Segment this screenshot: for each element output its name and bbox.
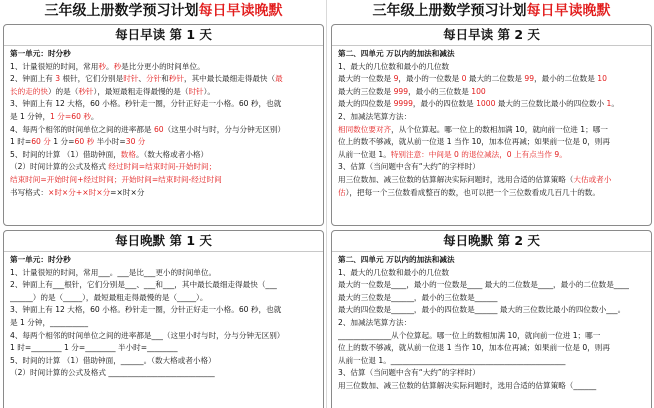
line-text: 从前一位退 1。 [338,149,391,159]
line-text: 4、每两个相邻的时间单位之间的进率都是 [10,124,154,134]
line-text: ，最小的三位数是 [408,86,472,96]
line-text: 1、计量很短的时间，常用 [10,61,99,71]
answer-text: 1000 [476,99,496,109]
answer-text: 长的走的快 [10,86,48,96]
line-text: 最大的三位数比最小的四位数小 [495,99,607,109]
morning-reading-box-day-1 [3,24,324,226]
evening-content [332,252,651,393]
text-line [10,367,317,380]
line-text: ）的是（ [47,86,79,96]
line-text: 1、最大的几位数和最小的几位数 [338,61,450,71]
line-text: =×时×分 [110,187,145,197]
text-line [338,136,645,149]
text-line [338,61,645,74]
page-1 [3,0,324,408]
line-text: ）。 [203,86,216,96]
line-text: 用三位数加、减三位数的估算解决实际问题时，选用合适的估算策略（ [338,174,574,184]
evening-title: 每日晚默 第 1 天 [4,231,323,252]
line-text: 1、最大的几位数和最小的几位数 [338,267,450,277]
answer-text: 60 分 [31,137,51,147]
line-text: 最大的四位数是______，最小的四位数是______ 最大的三位数比最小的四位数小___。 [338,305,626,315]
line-text: ），最短最粗走得最慢的是（ [93,86,189,96]
line-text: 2、钟面上有___根针，它们分别是___、___和___，其中最长最细走得最快（___ [10,280,277,290]
text-line [338,73,645,86]
line-text: 、 [138,74,147,84]
line-text: 3、钟面上有 12 大格，60 小格。秒针走一圈，分针正好走一小格。60 秒，也就 [10,99,282,109]
line-text: 最大的一位数是 [338,74,394,84]
answer-text: 999 [393,86,409,96]
evening-title: 每日晚默 第 2 天 [332,231,651,252]
text-line [338,187,645,200]
line-text: ______）的是（_____），最短最粗走得最慢的是（_____）。 [10,292,208,302]
line-text: 最大的三位数是______，最小的三位数是______ [338,292,498,302]
line-text: （这里小时与时，分与分钟无区别） [163,124,286,134]
text-line [338,111,645,124]
line-text: 。（数大格或者小格） [135,149,209,159]
line-text: 最大的四位数是 [338,99,394,109]
answer-text: 99 [524,74,535,84]
answer-text: 秒针 [78,86,94,96]
text-line [338,380,645,393]
page-2-title [331,0,652,22]
text-line [10,355,317,368]
line-text: 3、估算（当问题中含有“大约”的字样时） [338,368,480,378]
line-text: 2、钟面上有 [10,74,56,84]
answer-text: 结束时间=开始时间+经过时间；开始时间=结束时间-经过时间 [10,174,222,184]
line-text: ，从个位算起。哪一位上的数相加满 10，就向前一位进 1；哪一 [391,124,608,134]
answer-text: 数格 [120,149,136,159]
line-text: 位上的数不够减，就从前一位退 1 当作 10，加本位再减；如果前一位是 0，则再 [338,343,610,353]
title-red-text: 每日早读晚默 [198,3,283,19]
line-text: 半小时= [94,137,126,147]
line-text: ），把每一个三位数看成整百的数，也可以把一个三位数看成几百几十的数。 [345,187,600,197]
text-line [10,304,317,317]
text-line [10,267,317,280]
text-line [10,317,317,330]
line-text: 1 时=________ 1 分=________ 半小时=________ [10,343,178,353]
page-divider [326,0,327,408]
text-line [10,48,317,61]
evening-recall-box-day-1 [3,230,324,408]
line-text: ______________从个位算起。哪一位上的数相加满 10，就向前一位进 1；哪一 [338,330,601,340]
text-line [338,355,645,368]
morning-title: 每日早读 第 1 天 [4,25,323,46]
line-text: 。 [105,61,114,71]
text-line [338,304,645,317]
answer-text: 经过时间=结束时间-开始时间； [108,162,217,172]
answer-text: 3 [55,74,61,84]
text-line [10,111,317,124]
text-line [10,61,317,74]
line-text: 第一单元：时分秒 [10,49,71,58]
answer-text: 10 [597,74,607,84]
morning-content [332,46,651,199]
line-text: 5、时间的计算 （1）借助钟面，______。（数大格或者小格） [10,355,216,365]
answer-text: 1 分=60 秒 [50,111,91,121]
text-line [10,279,317,292]
answer-text: 大估或者小 [573,174,612,184]
line-text: 书写格式： [10,187,48,197]
answer-text: 分针 [146,74,162,84]
answer-text: 9 [393,74,399,84]
line-text: 1 分= [50,137,75,147]
line-text: 从前一位退 1。______________________________________________ [338,355,566,365]
title-red-text: 每日早读晚默 [526,3,611,19]
line-text: 最大的一位数是____，最小的一位数是____ 最大的二位数是____，最小的二位数是____ [338,280,629,290]
answer-text: 估 [338,187,346,197]
line-text: 2、加减法笔算方法： [338,111,412,121]
text-line [338,317,645,330]
text-line [338,86,645,99]
answer-text: ×时×分+×时×分 [47,187,111,197]
line-text: 1、计量很短的时间，常用___。___是比___更小的时间单位。 [10,267,217,277]
answer-text: 60 秒 [74,137,95,147]
answer-text: 1 [606,99,612,109]
text-line [338,342,645,355]
evening-recall-box-day-2 [331,230,652,408]
text-line [338,367,645,380]
line-text: 1 时= [10,137,32,147]
text-line [10,187,317,200]
answer-text: 特别注意：中间是 0 的退位减法，0 上有点当作 9。 [390,149,567,159]
text-line [338,48,645,61]
morning-title: 每日早读 第 2 天 [332,25,651,46]
line-text: 第一单元：时分秒 [10,255,71,264]
line-text: （2）时间计算的公式及格式 ____________________________ [10,368,215,378]
text-line [338,161,645,174]
evening-content [4,252,323,380]
answer-text: 秒针 [168,74,184,84]
page-1-title [3,0,324,22]
line-text: 3、估算（当问题中含有“大约”的字样时） [338,162,480,172]
text-line [10,161,317,174]
text-line [338,124,645,137]
answer-text: 60 [153,124,164,134]
line-text: 第二、四单元 万以内的加法和减法 [338,49,455,58]
line-text: ，最小的一位数是 [398,74,462,84]
line-text: 是 1 分钟，__________ [10,317,89,327]
title-black-text: 三年级上册数学预习计划 [44,3,199,19]
line-text: 4、每两个相邻的时间单位之间的进率都是___（这里小时与时，分与分钟无区别） [10,330,285,340]
text-line [10,292,317,305]
line-text: 位上的数不够减，就从前一位退 1 当作 10，加本位再减；如果前一位是 0，则再 [338,137,610,147]
line-text: 5、时间的计算 （1）借助钟面， [10,149,121,159]
answer-text: 时针 [123,74,139,84]
text-line [10,73,317,86]
line-text: 2、加减法笔算方法： [338,317,412,327]
answer-text: 秒 [98,61,106,71]
line-text: ，其中最长最细走得最快（ [183,74,276,84]
line-text: 和 [161,74,169,84]
answer-text: 相同数位要对齐 [338,124,392,134]
line-text: 最大的三位数是 [338,86,394,96]
answer-text: 100 [471,86,486,96]
line-text: 用三位数加、减三位数的估算解决实际问题时，选用合适的估算策略（______ [338,380,597,390]
morning-reading-box-day-2 [331,24,652,226]
text-line [338,254,645,267]
morning-content [4,46,323,199]
page-2 [331,0,652,408]
text-line [10,174,317,187]
text-line [10,136,317,149]
line-text: ，最小的二位数是 [534,74,598,84]
text-line [10,124,317,137]
text-line [10,254,317,267]
line-text: （2）时间计算的公式及格式 [10,162,109,172]
text-line [338,330,645,343]
text-line [338,149,645,162]
line-text: 最大的二位数是 [466,74,525,84]
answer-text: 0 [461,74,467,84]
text-line [10,98,317,111]
text-line [338,174,645,187]
text-line [10,86,317,99]
text-line [10,330,317,343]
line-text: 是 1 分钟， [10,111,51,121]
text-line [10,342,317,355]
answer-text: 30 分 [125,137,146,147]
line-text: ，最小的四位数是 [412,99,477,109]
line-text: 3、钟面上有 12 大格，60 小格。秒针走一圈，分针正好走一小格。60 秒，也就 [10,305,282,315]
title-black-text: 三年级上册数学预习计划 [372,3,527,19]
answer-text: 秒 [113,61,122,71]
text-line [10,149,317,162]
line-text: 。 [611,99,619,109]
text-line [338,98,645,111]
line-text: 。 [90,111,99,121]
line-text: 第二、四单元 万以内的加法和减法 [338,255,455,264]
answer-text: 时针 [188,86,204,96]
answer-text: 最 [275,74,283,84]
line-text: 根针，它们分别是 [60,74,124,84]
answer-text: 9999 [393,99,413,109]
line-text: 是比分更小的时间单位。 [121,61,205,71]
text-line [338,267,645,280]
text-line [338,292,645,305]
text-line [338,279,645,292]
